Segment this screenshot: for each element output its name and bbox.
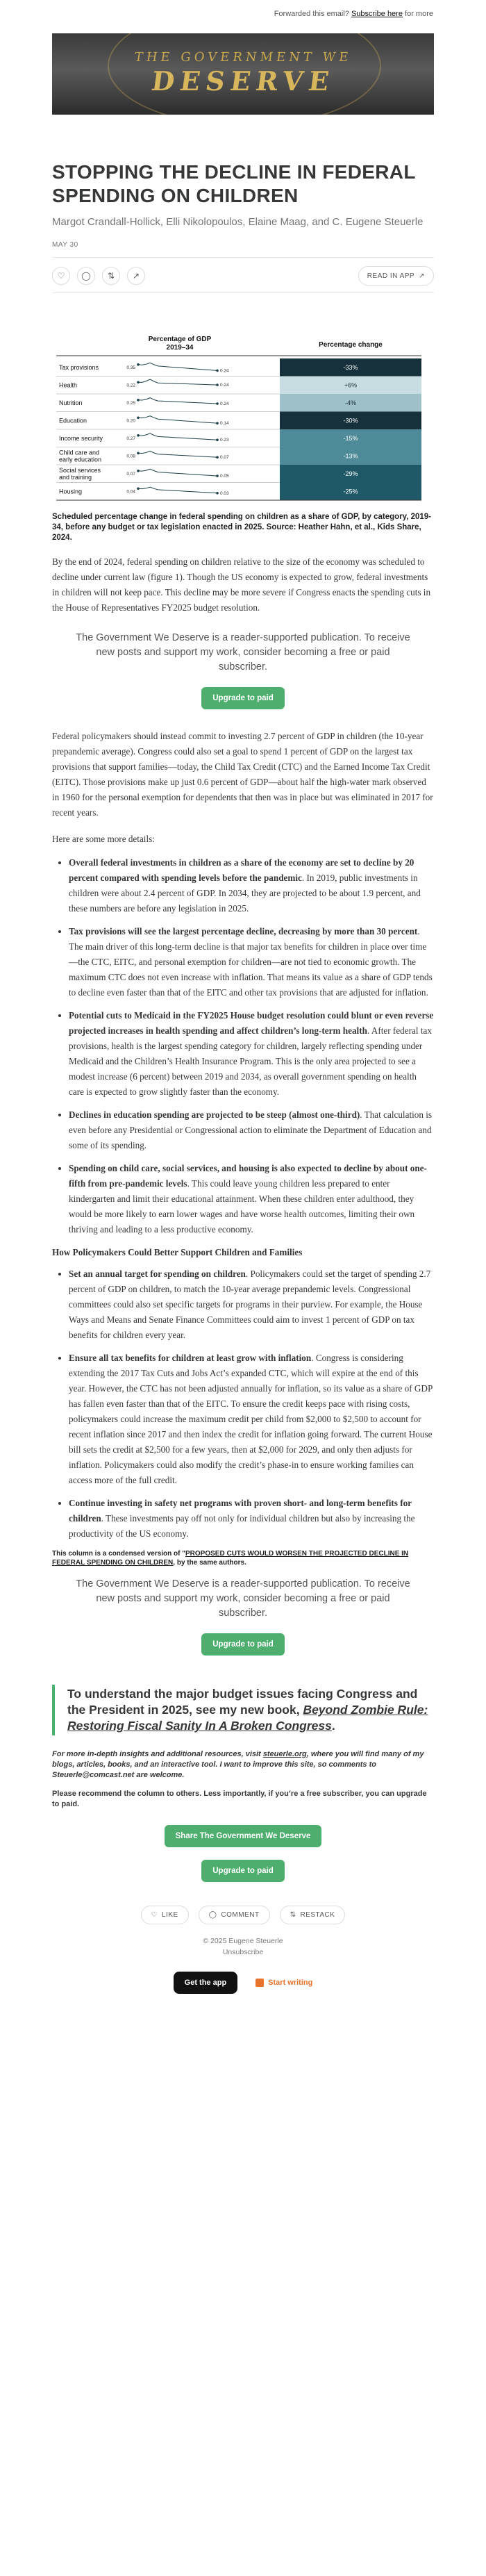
subscribe-text: The Government We Deserve is a reader-supported publication. To receive new posts and support my work, consider becoming a free or paid subscriber.	[76, 632, 410, 672]
end-value: 0.07	[220, 455, 229, 461]
list-item: • Set an annual target for spending on children. Policymakers could set the target of spending 2.7 percent of GDP on children, to match the 10-year average prepandemic levels. Congressional committees could also set specific targets for programs in their purview. For example, the House Ways and Means and Senate Finance Committees could aim to invest 1 percent of GDP on tax benefits for children every year.	[69, 1266, 434, 1343]
share-icon[interactable]: ↗	[127, 267, 145, 285]
row-label: Education	[59, 417, 87, 424]
start-point	[137, 452, 140, 455]
section-heading: How Policymakers Could Better Support Children and Families	[52, 1247, 303, 1257]
end-point	[216, 438, 219, 441]
change-value: -25%	[343, 488, 358, 495]
condensed-link[interactable]: PROPOSED CUTS WOULD WORSEN THE PROJECTED DECLINE IN FEDERAL SPENDING ON CHILDREN	[52, 1550, 409, 1567]
subscribe-box-1	[52, 616, 434, 718]
paragraph-3: Here are some more details:	[52, 834, 155, 844]
get-app-button[interactable]: Get the app	[174, 1972, 238, 1994]
subscribe-text: The Government We Deserve is a reader-supported publication. To receive new posts and support my work, consider becoming a free or paid subscriber.	[76, 1578, 410, 1619]
start-value: 0.25	[126, 400, 135, 406]
footer-actions	[52, 1906, 434, 1924]
upgrade-button[interactable]: Upgrade to paid	[201, 1860, 285, 1882]
post-authors: Margot Crandall-Hollick, Elli Nikolopoulos, Elaine Maag, and C. Eugene Steuerle	[52, 216, 424, 228]
comment-icon: ◯	[208, 1911, 217, 1919]
start-point	[137, 434, 140, 437]
details-list	[52, 855, 434, 1237]
start-point	[137, 399, 140, 402]
comment-icon[interactable]: ◯	[77, 267, 95, 285]
start-point	[137, 488, 140, 490]
start-point	[137, 417, 140, 420]
end-point	[216, 474, 219, 477]
banner-line-1: THE GOVERNMENT WE	[133, 50, 353, 65]
list-item: • Overall federal investments in children as a share of the economy are set to decline by 20 percent compared with spending levels before the pandemic. In 2019, public investments in children were about 2.4 percent of GDP. In 2034, they are projected to be about 1.9 percent, and these numbers are before any legislation in 2025.	[69, 855, 434, 916]
kids-share-link[interactable]: Kids Share, 2024	[52, 523, 421, 542]
more-info: For more in-depth insights and additional resources, visit steuerle.org, where you will find many of my blogs, articles, books, and an interactive tool. I want to improve this site, so comments to Steuerle@comcast.net are welcome.	[52, 1750, 424, 1779]
start-value: 0.08	[126, 454, 135, 459]
start-point	[137, 363, 140, 366]
end-value: 0.24	[220, 402, 229, 406]
restack-icon: ⇅	[290, 1911, 296, 1919]
paragraph-2: Federal policymakers should instead commit to investing 2.7 percent of GDP in children (the 10-year prepandemic average). Congress could also set a goal to spend 1 percent of GDP on the largest tax provisions that support families—today, the Child Tax Credit (CTC) and the Earned Income Tax Credit (EITC). Those provisions make up just 0.6 percent of GDP—about half the high-water mark observed in 1960 for the personal exemption for dependents that then was in place but was eliminated in 2017 for recent years.	[52, 731, 433, 818]
change-value: -29%	[343, 470, 358, 477]
row-label: Social services	[59, 466, 101, 474]
sparkline-line	[138, 379, 217, 385]
restack-icon[interactable]: ⇅	[102, 267, 120, 285]
row-label: Nutrition	[59, 399, 83, 406]
heart-icon[interactable]: ♡	[52, 267, 70, 285]
start-writing-link[interactable]: Start writing	[255, 1979, 312, 1987]
end-value: 0.05	[220, 474, 229, 479]
comment-button[interactable]: ◯ COMMENT	[199, 1906, 270, 1924]
figure-caption: Scheduled percentage change in federal spending on children as a share of GDP, by category, 2019-34, before any budget or tax legislation enacted in 2025. Source: Heather Hahn, et al., Kids Share, 2024.	[52, 513, 431, 542]
end-point	[216, 456, 219, 459]
sparkline-line	[138, 416, 217, 424]
pen-icon	[255, 1979, 264, 1987]
row-label: Health	[59, 381, 78, 389]
row-label: early education	[59, 456, 102, 463]
change-value: -30%	[343, 417, 358, 424]
start-value: 0.22	[126, 383, 135, 388]
change-value: -13%	[343, 452, 358, 460]
post-date: MAY 30	[52, 241, 78, 249]
list-item: • Potential cuts to Medicaid in the FY2025 House budget resolution could blunt or even reverse projected increases in health spending and affect children’s long-term health. After federal tax provisions, health is the largest spending category for children, largely reflecting spending under Medicaid and the Children’s Health Insurance Program. This is the only area projected to see a modest increase (6 percent) between 2019 and 2034, as overall government spending on health care is expected to grow slightly faster than the economy.	[69, 1008, 434, 1100]
list-item: • Spending on child care, social services, and housing is also expected to decline by about one-fifth from pre-pandemic levels. This could leave young children less prepared to enter kindergarten and limit their educational attainment. When these children enter adulthood, they would be more likely to earn lower wages and have worse health outcomes, limiting their own thriving and leading to a less productive economy.	[69, 1161, 434, 1237]
end-value: 0.14	[220, 421, 229, 427]
sparkline-line	[138, 363, 217, 370]
end-value: 0.23	[220, 438, 229, 443]
steuerle-link[interactable]: steuerle.org	[262, 1750, 307, 1758]
post-action-bar	[52, 257, 434, 293]
row-label: Child care and	[59, 449, 100, 456]
post-container	[52, 33, 434, 1994]
post-title[interactable]: STOPPING THE DECLINE IN FEDERAL SPENDING ON CHILDREN	[52, 161, 416, 206]
col-header-left: Percentage of GDP	[148, 336, 212, 343]
book-link[interactable]: Beyond Zombie Rule: Restoring Fiscal Sanity In A Broken Congress	[67, 1703, 428, 1733]
start-value: 0.20	[126, 418, 135, 424]
forward-note: Forwarded this email? Subscribe here for more	[274, 10, 433, 18]
row-label: and training	[59, 473, 92, 481]
col-header-left-sub: 2019–34	[166, 344, 194, 352]
copyright: © 2025 Eugene Steuerle	[203, 1937, 283, 1945]
like-button[interactable]: ♡ LIKE	[141, 1906, 189, 1924]
end-point	[216, 492, 219, 495]
restack-button[interactable]: ⇅ RESTACK	[280, 1906, 346, 1924]
end-value: 0.03	[220, 490, 229, 496]
end-point	[216, 370, 219, 372]
banner-line-2: DESERVE	[149, 65, 337, 97]
start-value: 0.07	[126, 471, 135, 477]
upgrade-button[interactable]: Upgrade to paid	[201, 1633, 285, 1656]
share-publication-button[interactable]: Share The Government We Deserve	[165, 1825, 322, 1847]
end-value: 0.24	[220, 383, 229, 388]
paragraph-1: By the end of 2024, federal spending on children relative to the size of the economy was scheduled to decline under current law (figure 1). Though the US economy is expected to grow, federal investments in children will not keep pace. This decline may be more severe if Congress enacts the spending cuts in the House of Representatives FY2025 budget resolution.	[52, 556, 431, 613]
subscribe-link[interactable]: Subscribe here	[351, 10, 403, 18]
row-label: Housing	[59, 488, 83, 495]
sparkline-line	[138, 434, 217, 440]
col-header-right: Percentage change	[319, 341, 383, 349]
policy-list	[52, 1266, 434, 1542]
start-value: 0.04	[126, 489, 135, 495]
subscribe-box-2	[52, 1567, 434, 1664]
sparkline-line	[138, 487, 217, 493]
footer-app-row	[52, 1972, 434, 1994]
end-point	[216, 422, 219, 424]
condensed-note: This column is a condensed version of "PROPOSED CUTS WOULD WORSEN THE PROJECTED DECLINE IN FEDERAL SPENDING ON CHILDREN, by the same authors.	[52, 1550, 409, 1567]
sparkline-line	[138, 469, 217, 476]
row-label: Tax provisions	[59, 363, 99, 371]
row-label: Income security	[59, 434, 103, 442]
arrow-out-icon: ↗	[419, 272, 425, 280]
change-value: +6%	[344, 381, 358, 389]
book-callout: To understand the major budget issues facing Congress and the President in 2025, see my new book, Beyond Zombie Rule: Restoring Fiscal Sanity In A Broken Congress.	[52, 1685, 434, 1735]
spending-table-figure[interactable]	[56, 332, 424, 502]
publication-banner[interactable]	[52, 33, 434, 115]
upgrade-button[interactable]: Upgrade to paid	[201, 687, 285, 709]
end-value: 0.24	[220, 368, 229, 374]
end-point	[216, 383, 219, 386]
list-item: • Ensure all tax benefits for children at least grow with inflation. Congress is considering extending the 2017 Tax Cuts and Jobs Act’s expanded CTC, which will expire at the end of this year. However, the CTC has not been adjusted annually for inflation, so its value as a share of GDP has fallen even faster than that of the EITC. To ensure the credit keeps pace with rising costs, policymakers could increase the maximum credit per child from $2,000 to $2,500 to account for recent inflation since 2017 and then index the credit for inflation going forward. The current House bill sets the credit at $2,500 for a few years, then at $2,000 for 2029, and only then adjusts for inflation. Policymakers could also modify the credit’s phase-in to ensure working families can access more of the full credit.	[69, 1351, 434, 1488]
heart-icon: ♡	[151, 1911, 158, 1919]
start-value: 0.27	[126, 436, 135, 441]
spending-chart	[56, 332, 424, 502]
end-point	[216, 402, 219, 405]
list-item: • Continue investing in safety net programs with proven short- and long-term benefits for children. These investments pay off not only for individual children but also by increasing the productivity of the US economy.	[69, 1496, 434, 1542]
start-point	[137, 470, 140, 472]
sparkline-line	[138, 451, 217, 457]
recommend-text: Please recommend the column to others. Less importantly, if you’re a free subscriber, you can upgrade to paid.	[52, 1790, 427, 1808]
read-in-app-button[interactable]: READ IN APP ↗	[358, 266, 434, 286]
list-item: • Tax provisions will see the largest percentage decline, decreasing by more than 30 percent. The main driver of this long-term decline is that major tax benefits for children in place over time—the CTC, EITC, and personal exemption for children—are not tied to economic growth. The maximum CTC does not even increase with inflation. That means its value as a share of GDP tends to decline even faster than that of the EITC and other tax provisions that are adjusted for inflation.	[69, 924, 434, 1000]
start-point	[137, 381, 140, 384]
sparkline-line	[138, 398, 217, 404]
change-value: -4%	[344, 399, 357, 406]
start-value: 0.35	[126, 365, 135, 370]
change-value: -15%	[343, 434, 358, 442]
unsubscribe-link[interactable]: Unsubscribe	[222, 1948, 264, 1956]
change-value: -33%	[343, 363, 358, 371]
list-item: • Declines in education spending are projected to be steep (almost one-third). That calculation is even before any Presidential or Congressional action to eliminate the Department of Education and some of its spending.	[69, 1107, 434, 1153]
